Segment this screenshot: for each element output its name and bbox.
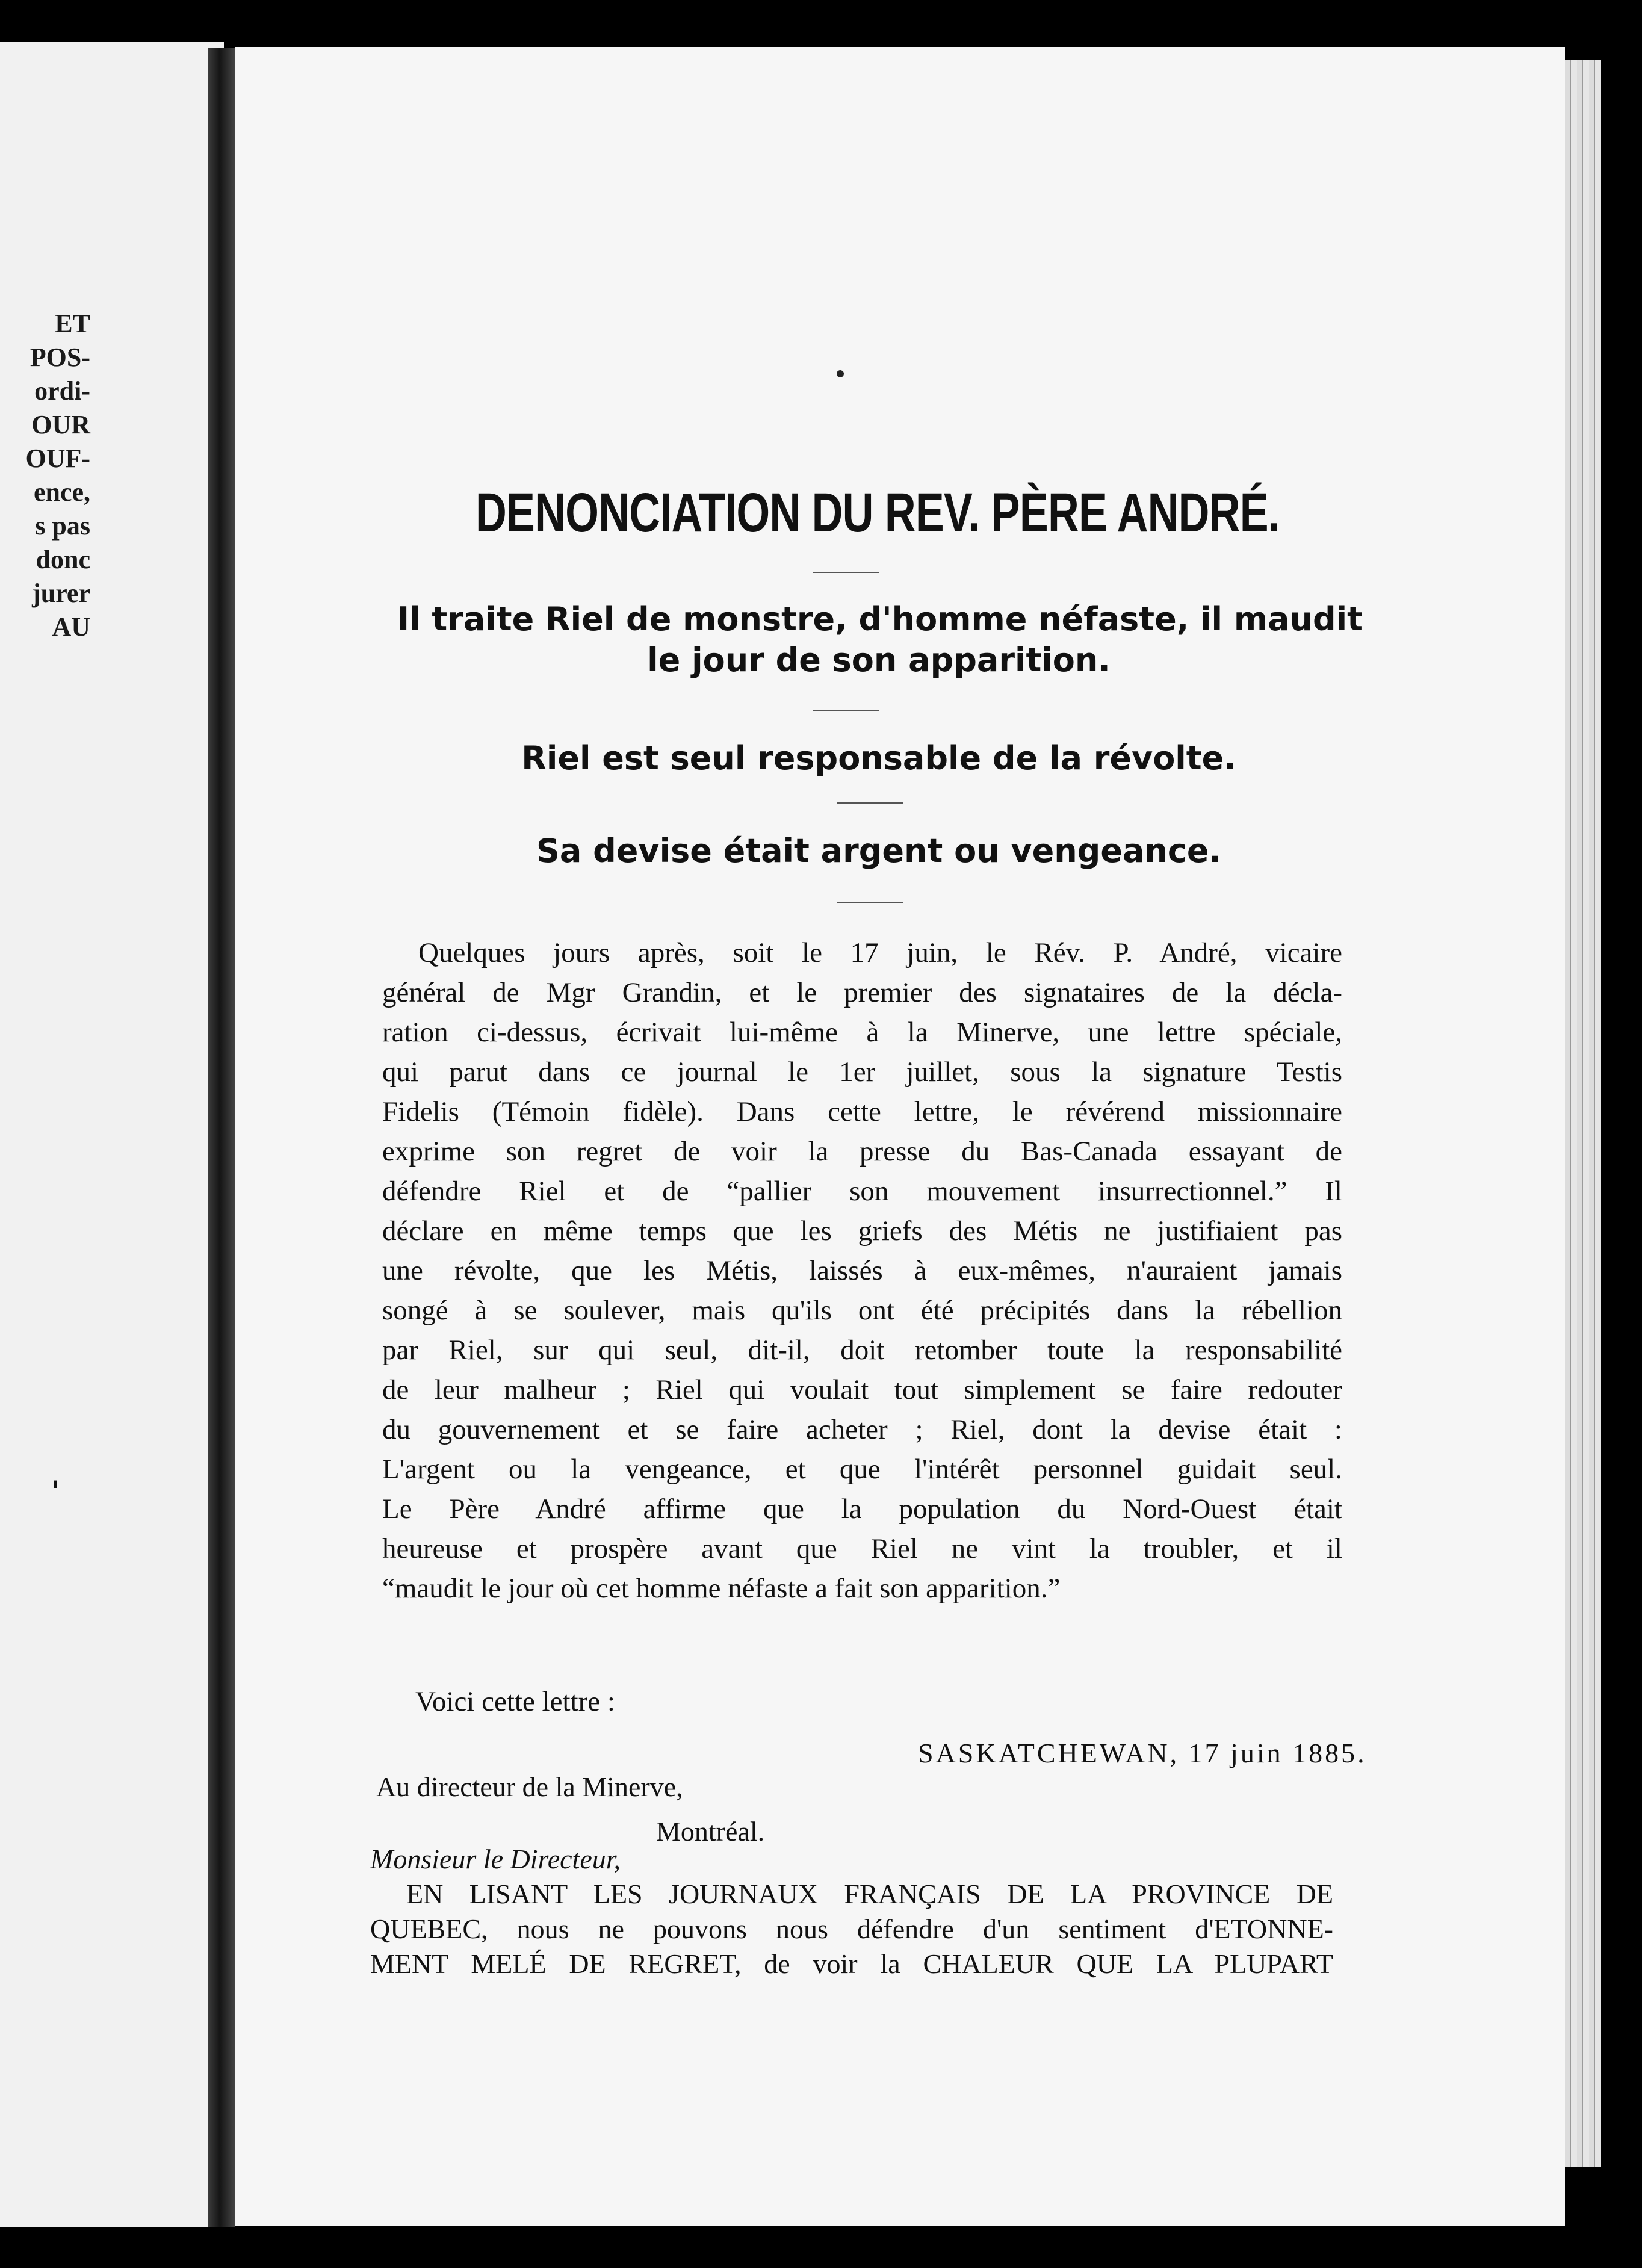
body-paragraph xyxy=(382,933,1342,1608)
letter-place-date: SASKATCHEWAN, 17 juin 1885. xyxy=(918,1738,1367,1768)
subhead-1 xyxy=(397,599,1363,681)
body-line: songé à se soulever, mais qu'ils ont été précipités dans la rébellion xyxy=(382,1295,1342,1326)
body-line: défendre Riel et de “pallier son mouvement insurrectionnel.” Il xyxy=(382,1176,1342,1207)
left-page xyxy=(0,42,224,2227)
body-line: une révolte, que les Métis, laissés à eux-mêmes, n'auraient jamais xyxy=(382,1255,1342,1286)
subhead-3: Sa devise était argent ou vengeance. xyxy=(536,832,1221,870)
body-line: du gouvernement et se faire acheter ; Riel, dont la devise était : xyxy=(382,1414,1342,1445)
left-fragment: s pas xyxy=(35,511,90,541)
body-line: ration ci-dessus, écrivait lui-même à la Minerve, une lettre spéciale, xyxy=(382,1017,1342,1048)
body-line: qui parut dans ce journal le 1er juillet, sous la signature Testis xyxy=(382,1056,1342,1088)
body-line: Quelques jours après, soit le 17 juin, le Rév. P. André, vicaire xyxy=(418,937,1342,968)
letter-address: Au directeur de la Minerve, xyxy=(376,1771,683,1802)
left-fragment: OUF- xyxy=(25,444,90,473)
left-fragment: AU xyxy=(52,612,90,642)
left-page-mark: ' xyxy=(51,1475,60,1507)
body-line: Fidelis (Témoin fidèle). Dans cette lettre, le révérend missionnaire xyxy=(382,1096,1342,1127)
letter-salutation: Monsieur le Directeur, xyxy=(370,1844,621,1874)
body-line: L'argent ou la vengeance, et que l'intérêt personnel guidait seul. xyxy=(382,1454,1342,1485)
divider-rule xyxy=(813,710,879,711)
article-title: DENONCIATION DU REV. PÈRE ANDRÉ. xyxy=(476,482,1280,544)
letter-intro: Voici cette lettre : xyxy=(415,1686,615,1717)
letter-line: QUEBEC, nous ne pouvons nous défendre d'un sentiment d'ETONNE- xyxy=(370,1913,1333,1944)
letter-body xyxy=(370,1877,1333,1981)
body-line: “maudit le jour où cet homme néfaste a fait son apparition.” xyxy=(382,1573,1061,1604)
body-line: Le Père André affirme que la population du Nord-Ouest était xyxy=(382,1493,1342,1525)
left-fragment: POS- xyxy=(29,342,90,372)
letter-city: Montréal. xyxy=(656,1816,765,1847)
subhead-1-line-2: le jour de son apparition. xyxy=(647,641,1111,679)
body-line: heureuse et prospère avant que Riel ne vint la troubler, et il xyxy=(382,1533,1342,1564)
subhead-2: Riel est seul responsable de la révolte. xyxy=(521,739,1236,777)
body-line: déclare en même temps que les griefs des Métis ne justifiaient pas xyxy=(382,1215,1342,1247)
body-line: par Riel, sur qui seul, dit-il, doit retomber toute la responsabilité xyxy=(382,1334,1342,1366)
left-fragment: ET xyxy=(55,309,90,338)
divider-rule xyxy=(813,572,879,573)
body-line: de leur malheur ; Riel qui voulait tout simplement se faire redouter xyxy=(382,1374,1342,1405)
left-fragment: ence, xyxy=(33,477,90,507)
body-line: général de Mgr Grandin, et le premier des signataires de la décla- xyxy=(382,977,1342,1008)
subhead-1-line-1: Il traite Riel de monstre, d'homme néfaste, il maudit xyxy=(397,600,1363,638)
letter-line: MENT MELÉ DE REGRET, de voir la CHALEUR QUE LA PLUPART xyxy=(370,1948,1333,1979)
left-fragment: jurer xyxy=(32,578,90,608)
book-spine xyxy=(208,48,235,2227)
ink-dot xyxy=(837,370,844,377)
letter-line: EN LISANT LES JOURNAUX FRANÇAIS DE LA PROVINCE DE xyxy=(406,1879,1333,1909)
body-line: exprime son regret de voir la presse du Bas-Canada essayant de xyxy=(382,1136,1342,1167)
divider-rule xyxy=(837,902,903,903)
left-fragment: ordi- xyxy=(34,376,90,406)
left-fragment: OUR xyxy=(31,410,90,439)
divider-rule xyxy=(837,802,903,804)
left-page-text-fragments xyxy=(0,307,90,644)
left-fragment: donc xyxy=(36,545,90,574)
